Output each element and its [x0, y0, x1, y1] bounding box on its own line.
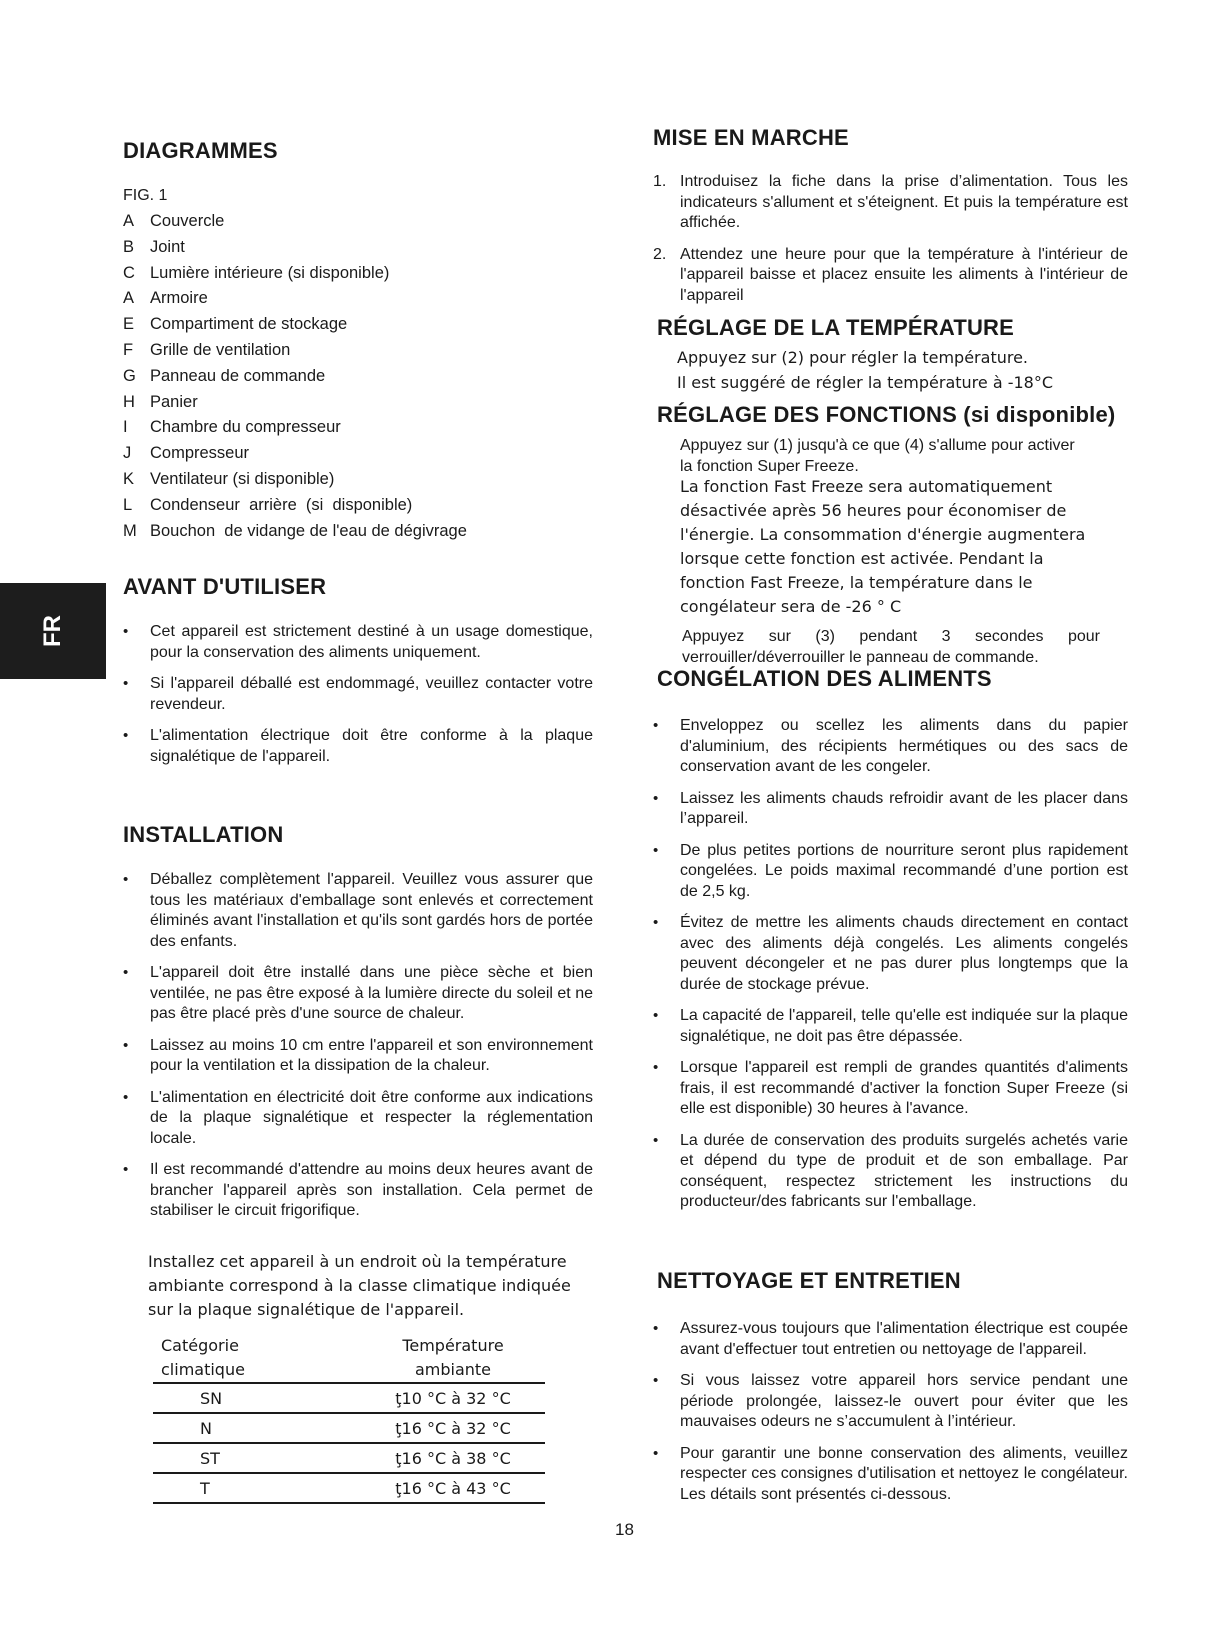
language-tab-label: FR — [39, 615, 66, 647]
list-item: • Déballez complètement l'appareil. Veuillez vous assurer que tous les matériaux d'emballage sont enlevés et correctement éliminés avant l'installation et qu'ils sont gardés hors de portée des enfants. — [123, 871, 593, 950]
reglage-fonctions-p3: Appuyez sur (3) pendant 3 secondes pour verrouiller/déverrouiller le panneau de commande. — [682, 628, 1100, 666]
installation-heading: INSTALLATION — [123, 822, 284, 847]
reglage-fonctions-p1: Appuyez sur (1) jusqu'à ce que (4) s'allume pour activer la fonction Super Freeze. — [680, 437, 1075, 475]
table-row: N ţ16 °C à 32 °C — [153, 1413, 545, 1443]
diagrammes-heading: DIAGRAMMES — [123, 138, 278, 163]
part-item: E Compartiment de stockage — [123, 315, 348, 334]
mise-list — [653, 172, 1128, 317]
table-row: T ţ16 °C à 43 °C — [153, 1473, 545, 1503]
list-item: • L'alimentation en électricité doit être conforme aux indications de la plaque signalétique et respecter la réglementation locale. — [123, 1088, 593, 1147]
fig-label: FIG. 1 — [123, 187, 168, 204]
list-item: • La durée de conservation des produits surgelés achetés varie et dépend du type de produit et de son emballage. Par conséquent, respectez strictement les instructions du producteur/des fabricants sur l'emballage. — [653, 1131, 1128, 1210]
table-header-category: Catégorie climatique — [161, 1336, 245, 1379]
table-header-temperature: Température ambiante — [402, 1336, 504, 1379]
reglage-temp-line1: Appuyez sur (2) pour régler la température. — [677, 348, 1029, 367]
list-item: • Si l'appareil déballé est endommagé, veuillez contacter votre revendeur. — [123, 675, 593, 713]
part-item: F Grille de ventilation — [123, 340, 291, 359]
list-item: • La capacité de l'appareil, telle qu'elle est indiquée sur la plaque signalétique, ne doit pas être dépassée. — [653, 1007, 1128, 1045]
list-item: • Évitez de mettre les aliments chauds directement en contact avec des aliments déjà congelés. Les aliments congelés peuvent décongeler et ne pas durer plus longtemps que la durée de stockage prévue. — [653, 914, 1128, 993]
congelation-heading: CONGÉLATION DES ALIMENTS — [657, 666, 992, 691]
page-number: 18 — [615, 1520, 634, 1539]
table-row: ST ţ16 °C à 38 °C — [153, 1443, 545, 1473]
reglage-fonctions-heading: RÉGLAGE DES FONCTIONS (si disponible) — [657, 402, 1116, 427]
list-item: • L'alimentation électrique doit être conforme à la plaque signalétique de l'appareil. — [123, 727, 593, 765]
list-item: • Enveloppez ou scellez les aliments dans du papier d'aluminium, des récipients hermétiques ou des sacs de conservation avant de les congeler. — [653, 717, 1128, 775]
list-item: • Il est recommandé d'attendre au moins deux heures avant de brancher l'appareil après son installation. Cela permet de stabiliser le circuit frigorifique. — [123, 1161, 593, 1219]
list-item: • Assurez-vous toujours que l'alimentation électrique est coupée avant d'effectuer tout entretien ou nettoyage de l'appareil. — [653, 1320, 1128, 1358]
installation-list — [123, 870, 593, 1233]
part-item: A Couvercle — [123, 212, 225, 230]
part-item: L Condenseur arrière (si disponible) — [123, 495, 413, 514]
list-item: 1. Introduisez la fiche dans la prise d’alimentation. Tous les indicateurs s'allument et s'éteignent. Et puis la température est affichée. — [653, 173, 1128, 231]
part-item: C Lumière intérieure (si disponible) — [123, 263, 390, 282]
reglage-fonctions-p2: La fonction Fast Freeze sera automatiquement désactivée après 56 heures pour économiser de l'énergie. La consommation d'énergie augmentera lorsque cette fonction est activée. Pendant la fonction Fast Freeze, la température dans le congélateur sera de -26 ° C — [680, 477, 1086, 616]
language-tab — [0, 583, 106, 679]
nettoyage-heading: NETTOYAGE ET ENTRETIEN — [657, 1268, 961, 1293]
list-item: • Si vous laissez votre appareil hors service pendant une période prolongée, laissez-le ouvert pour éviter que les mauvaises odeurs ne s’accumulent à l’intérieur. — [653, 1372, 1128, 1430]
table-row: SN ţ10 °C à 32 °C — [153, 1383, 545, 1413]
climate-table — [153, 1334, 545, 1504]
congelation-list — [653, 716, 1128, 1224]
list-item: 2. Attendez une heure pour que la température à l'intérieur de l'appareil baisse et placez ensuite les aliments à l'intérieur de l'appareil — [653, 245, 1128, 304]
part-item: G Panneau de commande — [123, 366, 326, 385]
part-item: H Panier — [123, 392, 198, 411]
part-item: A Armoire — [123, 289, 208, 308]
nettoyage-list — [653, 1319, 1128, 1516]
list-item: • Pour garantir une bonne conservation des aliments, veuillez respecter ces consignes d'utilisation et nettoyez le congélateur. Les détails sont présentés ci-dessous. — [653, 1444, 1128, 1503]
list-item: • Lorsque l'appareil est rempli de grandes quantités d'aliments frais, il est recommandé d'activer la fonction Super Freeze (si elle est disponible) 30 heures à l'avance. — [653, 1059, 1128, 1117]
part-item: J Compresseur — [123, 444, 250, 463]
list-item: • Laissez au moins 10 cm entre l'appareil et son environnement pour la ventilation et la dissipation de la chaleur. — [123, 1036, 593, 1074]
part-item: B Joint — [123, 237, 185, 256]
list-item: • Laissez les aliments chauds refroidir avant de les placer dans l’appareil. — [653, 789, 1128, 827]
reglage-temp-heading: RÉGLAGE DE LA TEMPÉRATURE — [657, 315, 1015, 340]
avant-heading: AVANT D'UTILISER — [123, 574, 327, 599]
part-item: K Ventilateur (si disponible) — [123, 469, 335, 488]
reglage-temp-line2: Il est suggéré de régler la température à -18°C — [677, 373, 1054, 392]
installation-note: Installez cet appareil à un endroit où la température ambiante correspond à la classe climatique indiquée sur la plaque signalétique de l'appareil. — [148, 1252, 571, 1319]
list-item: • De plus petites portions de nourriture seront plus rapidement congelées. Le poids maximal recommandé d’une portion est de 2,5 kg. — [653, 841, 1128, 900]
part-item: I Chambre du compresseur — [123, 418, 341, 437]
list-item: • L'appareil doit être installé dans une pièce sèche et bien ventilée, ne pas être exposé à la lumière directe du soleil et ne pas être placé près d'une source de chaleur. — [123, 964, 593, 1022]
parts-list — [123, 209, 593, 544]
avant-list — [123, 622, 593, 778]
mise-heading: MISE EN MARCHE — [653, 125, 849, 150]
part-item: M Bouchon de vidange de l'eau de dégivrage — [123, 521, 467, 540]
list-item: • Cet appareil est strictement destiné à un usage domestique, pour la conservation des aliments uniquement. — [123, 623, 593, 661]
